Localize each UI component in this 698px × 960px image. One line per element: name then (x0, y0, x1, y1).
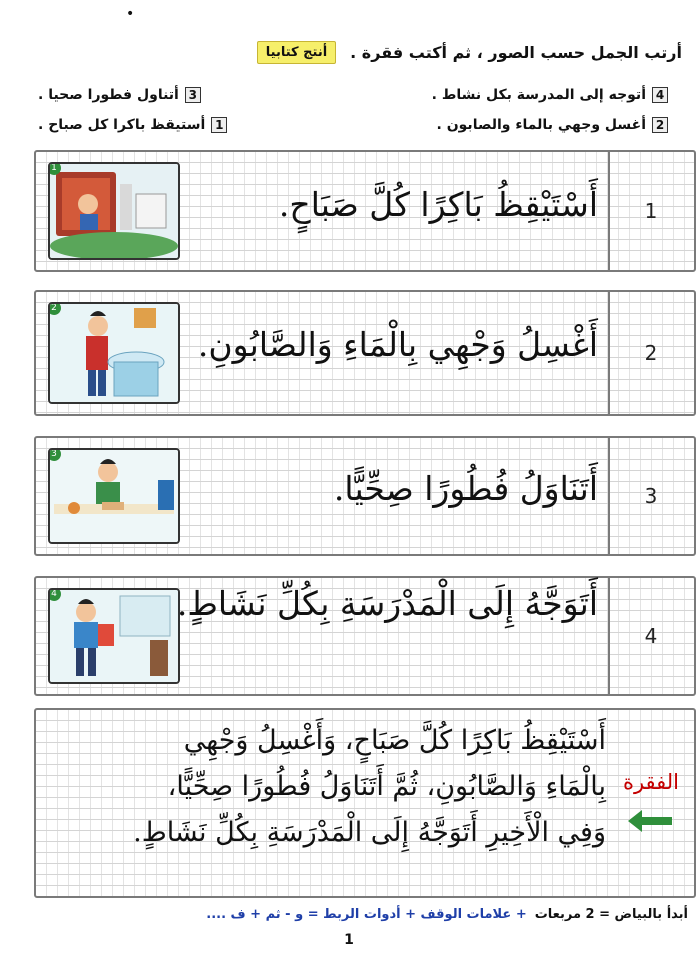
list-item (432, 87, 668, 103)
row-number: 3 (644, 484, 658, 508)
item-number: 1 (211, 117, 227, 133)
footer-part-1: أبدأ بالبياض = 2 مربعات (534, 907, 688, 922)
picture-number-badge: 1 (48, 162, 61, 175)
list-item (437, 117, 668, 133)
section-badge: أنتج كتابيا (257, 41, 336, 64)
list-item (38, 87, 201, 103)
arrow-left-icon (628, 810, 672, 832)
paragraph-text (44, 718, 606, 856)
item-text: أتوجه إلى المدرسة بكل نشاط . (431, 87, 646, 103)
item-text: أغسل وجهي بالماء والصابون . (436, 117, 646, 133)
breakfast-illustration (50, 450, 178, 542)
instruction-text: أرتب الجمل حسب الصور ، ثم أكتب فقرة . (350, 42, 682, 62)
washing-illustration (50, 304, 178, 402)
picture-number-badge: 4 (48, 588, 61, 601)
top-dot: • (126, 6, 135, 22)
row-number: 4 (644, 624, 658, 648)
sentence-row-2 (34, 290, 696, 416)
item-text: أستيقظ باكرا كل صباح . (38, 117, 206, 133)
paragraph-box (34, 708, 696, 898)
illustration-waking-up (48, 162, 180, 260)
sentence-text: أَتَوَجَّهُ إِلَى الْمَدْرَسَةِ بِكُلِّ نَشَاطٍ. (176, 584, 598, 623)
item-number: 4 (652, 87, 668, 103)
items-row-2 (38, 110, 668, 140)
sentence-text: أَغْسِلُ وَجْهِي بِالْمَاءِ وَالصَّابُونِ. (197, 325, 598, 364)
header (257, 36, 682, 68)
list-item (38, 117, 227, 133)
picture-number-badge: 3 (48, 448, 61, 461)
illustration-breakfast (48, 448, 180, 544)
paragraph-line: أَسْتَيْقِظُ بَاكِرًا كُلَّ صَبَاحٍ، وَأَغْسِلُ وَجْهِي (183, 725, 606, 756)
school-illustration (50, 590, 178, 682)
sentence-row-3 (34, 436, 696, 556)
paragraph-line: وَفِي الْأَخِيرِ أَتَوَجَّهُ إِلَى الْمَدْرَسَةِ بِكُلِّ نَشَاطٍ. (133, 817, 606, 848)
item-number: 3 (185, 87, 201, 103)
item-text: أتناول فطورا صحيا . (38, 87, 179, 103)
sentence-row-4 (34, 576, 696, 696)
illustration-going-to-school (48, 588, 180, 684)
sentence-row-1 (34, 150, 696, 272)
footer-part-2: + علامات الوقف + أدوات الربط = و - ثم + ف .... (206, 907, 527, 922)
paragraph-label: الفقرة (622, 770, 680, 794)
picture-number-badge: 2 (48, 302, 61, 315)
footer-hint (10, 907, 688, 922)
paragraph-line: بِالْمَاءِ وَالصَّابُونِ، ثُمَّ أَتَنَاوَلُ فُطُورًا صِحِّيًّا، (167, 771, 606, 802)
items-list (38, 80, 668, 140)
row-number: 2 (644, 341, 658, 365)
sentence-text: أَسْتَيْقِظُ بَاكِرًا كُلَّ صَبَاحٍ. (278, 185, 598, 224)
item-number: 2 (652, 117, 668, 133)
illustration-washing-face (48, 302, 180, 404)
row-number: 1 (644, 199, 658, 223)
page-number: 1 (344, 932, 354, 948)
bedroom-illustration (50, 164, 178, 258)
sentence-text: أَتَنَاوَلُ فُطُورًا صِحِّيًّا. (333, 469, 598, 508)
items-row-1 (38, 80, 668, 110)
